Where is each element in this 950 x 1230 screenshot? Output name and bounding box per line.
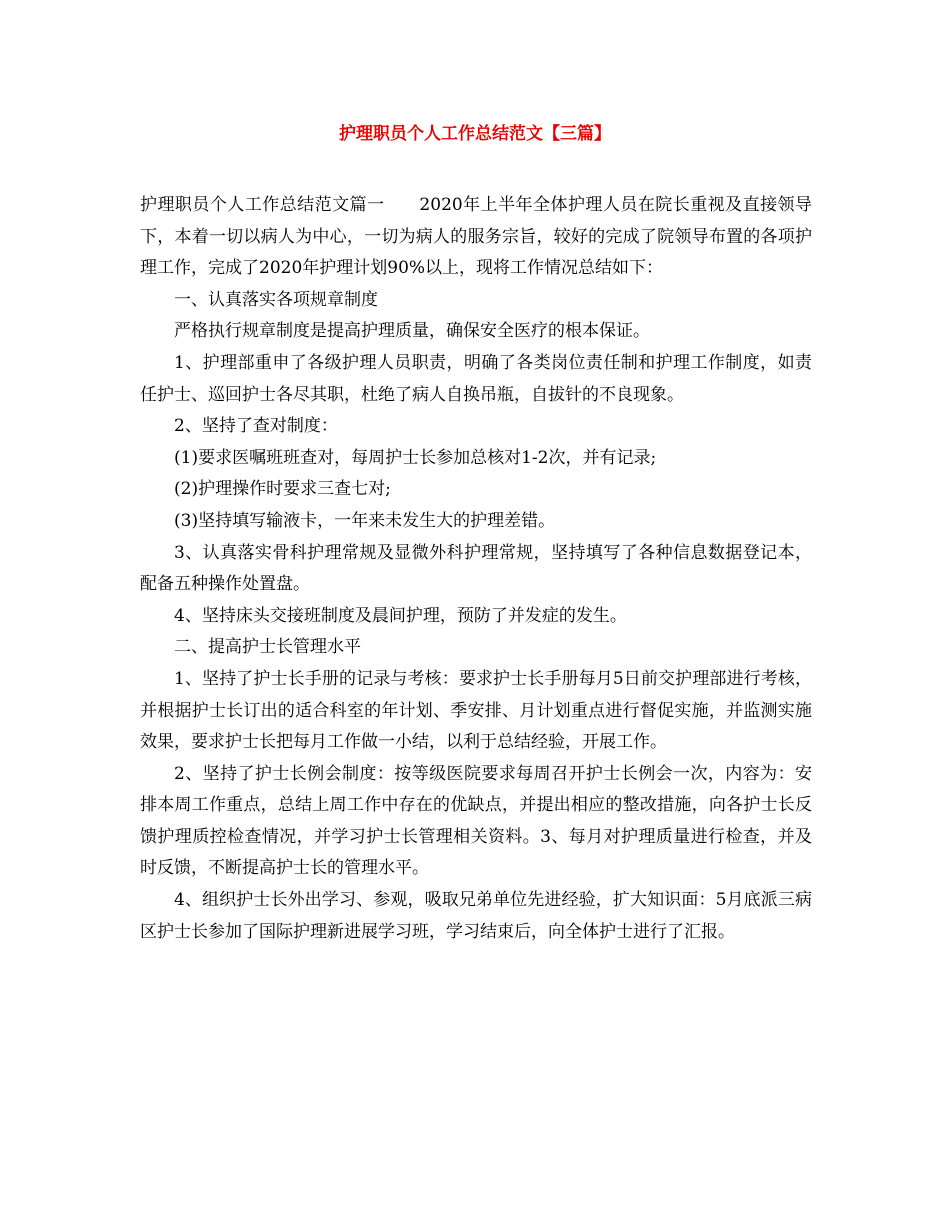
paragraph: 4、组织护士长外出学习、参观，吸取兄弟单位先进经验，扩大知识面：5月底派三病区护士长参加了国际护理新进展学习班，学习结束后，向全体护士进行了汇报。: [140, 890, 812, 942]
paragraph: 2、坚持了查对制度：: [174, 416, 338, 437]
paragraph: 1、护理部重申了各级护理人员职责，明确了各类岗位责任制和护理工作制度，如责任护士、巡回护士各尽其职，杜绝了病人自换吊瓶，自拔针的不良现象。: [140, 352, 812, 405]
document-body: [140, 190, 812, 948]
list-item: (3)坚持填写输液卡，一年来未发生大的护理差错。: [174, 510, 556, 531]
paragraph: 1、坚持了护士长手册的记录与考核：要求护士长手册每月5日前交护理部进行考核，并根据护士长订出的适合科室的年计划、季安排、月计划重点进行督促实施，并监测实施效果，要求护士长把每月工作做一小结，以利于总结经验，开展工作。: [140, 668, 812, 753]
list-item: (2)护理操作时要求三查七对;: [174, 479, 391, 500]
paragraph: 2、坚持了护士长例会制度：按等级医院要求每周召开护士长例会一次，内容为：安排本周工作重点，总结上周工作中存在的优缺点，并提出相应的整改措施，向各护士长反馈护理质控检查情况，并学习护士长管理相关资料。3、每月对护理质量进行检查，并及时反馈，不断提高护士长的管理水平。: [140, 763, 812, 879]
list-item: (1)要求医嘱班班查对，每周护士长参加总核对1-2次，并有记录;: [174, 447, 657, 468]
document-title: 护理职员个人工作总结范文【三篇】: [339, 124, 611, 144]
paragraph: 3、认真落实骨科护理常规及显微外科护理常规，坚持填写了各种信息数据登记本，配备五种操作处置盘。: [140, 542, 812, 595]
paragraph: 严格执行规章制度是提高护理质量，确保安全医疗的根本保证。: [174, 321, 650, 342]
section-heading-1: 一、认真落实各项规章制度: [174, 289, 378, 310]
paragraph: 4、坚持床头交接班制度及晨间护理，预防了并发症的发生。: [174, 605, 627, 626]
paragraph-intro: 护理职员个人工作总结范文篇一 2020年上半年全体护理人员在院长重视及直接领导下，本着一切以病人为中心，一切为病人的服务宗旨，较好的完成了院领导布置的各项护理工作，完成了2020年护理计划90%以上，现将工作情况总结如下：: [140, 195, 812, 279]
section-heading-2: 二、提高护士长管理水平: [174, 637, 361, 658]
